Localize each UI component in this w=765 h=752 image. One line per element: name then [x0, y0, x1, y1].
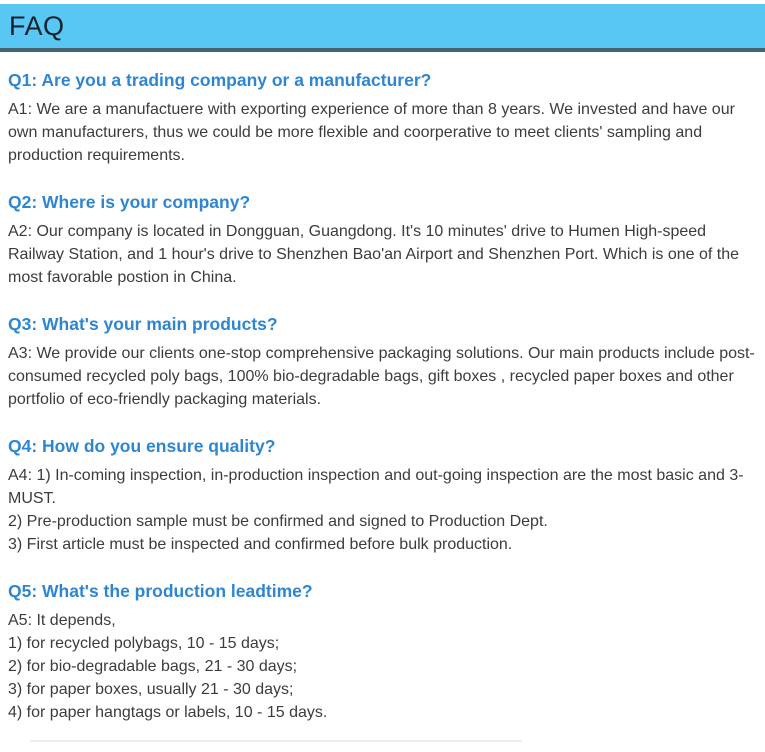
faq-answer-line: 1) for recycled polybags, 10 - 15 days; — [8, 635, 280, 652]
faq-answer-line: A5: It depends, — [8, 612, 116, 629]
faq-question: Q1: Are you a trading company or a manufacturer? — [8, 70, 432, 90]
page-title: FAQ — [9, 10, 65, 41]
faq-answer-line: 2) Pre-production sample must be confirmed and signed to Production Dept. — [8, 513, 548, 530]
faq-answer-line: A2: Our company is located in Dongguan, Guangdong. It's 10 minutes' drive to Humen High-speed Railway Station, and 1 hour's drive to Shenzhen Bao'an Airport and Shenzhen Port. Which is one of the most favorable postion in China. — [8, 223, 739, 286]
faq-content — [0, 71, 765, 724]
cutoff-element-edge — [30, 740, 522, 742]
faq-item-q2 — [8, 193, 757, 289]
faq-answer-line: 3) for paper boxes, usually 21 - 30 days; — [8, 681, 294, 698]
faq-question: Q5: What's the production leadtime? — [8, 581, 313, 601]
faq-answer-line: 2) for bio-degradable bags, 21 - 30 days; — [8, 658, 298, 675]
faq-header-bar — [0, 4, 765, 52]
faq-question: Q3: What's your main products? — [8, 314, 278, 334]
faq-answer-line: 4) for paper hangtags or labels, 10 - 15 days. — [8, 704, 328, 721]
faq-answer-line: 3) First article must be inspected and confirmed before bulk production. — [8, 536, 513, 553]
faq-item-q5 — [8, 582, 757, 724]
faq-answer-line: A1: We are a manufactuere with exporting experience of more than 8 years. We invested and have our own manufacturers, thus we could be more flexible and coorperative to meet clients' sampling and production requirements. — [8, 101, 735, 164]
faq-answer-line: A3: We provide our clients one-stop comprehensive packaging solutions. Our main products include post-consumed recycled poly bags, 100% bio-degradable bags, gift boxes , recycled paper boxes and other portfolio of eco-friendly packaging materials. — [8, 345, 755, 408]
faq-item-q4 — [8, 437, 757, 556]
faq-item-q1 — [8, 71, 757, 167]
faq-question: Q2: Where is your company? — [8, 192, 251, 212]
faq-question: Q4: How do you ensure quality? — [8, 436, 276, 456]
faq-answer-line: A4: 1) In-coming inspection, in-production inspection and out-going inspection are the most basic and 3-MUST. — [8, 467, 744, 507]
faq-item-q3 — [8, 315, 757, 411]
